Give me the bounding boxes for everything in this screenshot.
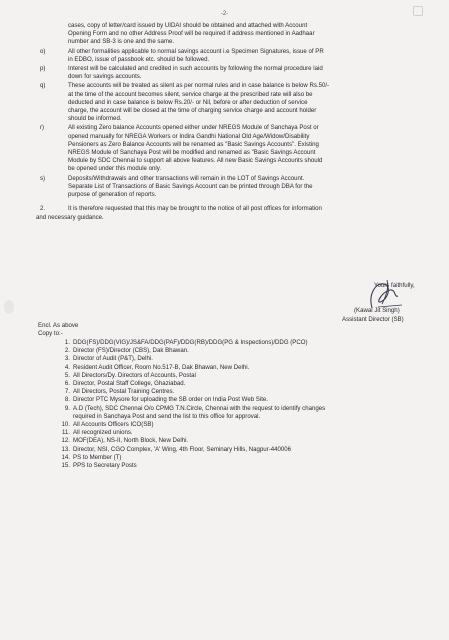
list-item: 9. A.D (Tech), SDC Chennai O/o CPMG T.N.Circle, Chennai with the request to identify changes xyxy=(64,404,326,412)
text-line: be opened under this module only. xyxy=(68,165,162,173)
list-item: 8. Director PTC Mysore for uploading the SB order on India Post Web Site. xyxy=(64,396,268,404)
text-line: in EDBO, issue of passbook etc. should be followed. xyxy=(68,55,210,63)
continuation-text xyxy=(68,22,408,47)
list-item: 12. MOF(DEA), NS-II, North Block, New Delhi. xyxy=(61,437,189,445)
text-line: Interest will be calculated and credited in such accounts by following the normal procedure laid xyxy=(68,65,323,73)
text-line: deducted and in case balance is below Rs.20/- or Nil, before or after deduction of service xyxy=(68,98,308,106)
list-item-q xyxy=(40,82,408,123)
page-corner-mark xyxy=(413,6,423,16)
scan-smudge xyxy=(4,300,14,314)
text-line: It is therefore requested that this may be brought to the notice of all post offices for information xyxy=(68,205,322,213)
enclosure-note: Encl. As above xyxy=(38,322,79,329)
paragraph-number: 2. xyxy=(40,205,46,213)
text-line: charge, the account will be closed at the time of charging service charge and account holder xyxy=(68,107,317,115)
copy-to-label: Copy to:- xyxy=(38,330,63,337)
signature-closing: Yours faithfully, xyxy=(374,282,415,289)
list-item: 14. PS to Member (T) xyxy=(61,453,122,461)
text-line: number and SB-3 is one and the same. xyxy=(68,38,175,46)
list-item: required in Sanchaya Post and send the list to this office for approval. xyxy=(73,412,261,420)
list-item-s xyxy=(40,175,408,200)
item-label: r) xyxy=(40,124,45,132)
list-item-o xyxy=(40,48,408,64)
list-item: 3. Director of Audit (P&T), Delhi. xyxy=(64,355,153,363)
body-text xyxy=(36,22,408,223)
paragraph-2 xyxy=(40,205,408,213)
page-number: -2- xyxy=(220,11,229,17)
text-line: Module by SDC Chennai to support all above features. All new Basic Savings Accounts should xyxy=(68,157,323,165)
list-item: 7. All Directors, Postal Training Centres. xyxy=(64,388,175,396)
signatory-name: (Kawal Jit Singh) xyxy=(354,307,400,314)
copy-to-list xyxy=(58,339,413,470)
text-line: cases, copy of letter/card issued by UIDAI should be obtained and attached with Account xyxy=(68,22,308,29)
list-item: 2. Director (FS)/Director (CBS), Dak Bhawan. xyxy=(64,347,189,355)
signatory-designation: Assistant Director (SB) xyxy=(342,316,404,323)
signature-block xyxy=(312,274,432,334)
item-label: o) xyxy=(40,47,46,55)
text-line: These accounts will be treated as silent as per normal rules and in case balance is below Rs.50/- xyxy=(68,82,330,90)
list-item: 6. Director, Postal Staff College, Ghaziabad. xyxy=(64,380,186,388)
text-line: down for savings accounts. xyxy=(68,73,142,81)
text-line: All other formalities applicable to normal savings account i.e Specimen Signatures, issue of PR xyxy=(68,47,324,55)
text-line: should be informed. xyxy=(68,115,122,123)
item-label: s) xyxy=(40,174,46,182)
list-item-r xyxy=(40,124,408,173)
list-item: 10. All Accounts Officers ICO(SB) xyxy=(61,421,154,429)
item-label: q) xyxy=(40,82,46,90)
continuation-block xyxy=(40,22,408,47)
text-line: opened manually for NREGA Workers or Indira Gandhi National Old Age/Widow/Disability xyxy=(68,132,310,140)
text-line: NREGS Module of Sanchaya Post will be modified and renamed as "Basic Savings Account xyxy=(68,149,316,157)
list-item: 1. DDG(FS)/DDG(VIG)/JS&FA/DDG(PAF)/DDG(RB)/DDG(PG & Inspections)/DDG (PCO) xyxy=(64,339,308,346)
list-item: 15. PPS to Secretary Posts xyxy=(61,462,137,470)
list-item: 11. All recognized unions. xyxy=(61,429,133,437)
text-line: purpose of generation of reports. xyxy=(68,191,157,199)
text-line: Separate List of Transactions of Basic Savings Account can be printed through DBA for the xyxy=(68,182,313,190)
list-item: 4. Resident Audit Officer, Room No.517-B, Dak Bhawan, New Delhi. xyxy=(64,363,250,371)
text-line: Deposits/Withdrawals and other transactions will remain in the LOT of Savings Account. xyxy=(68,174,305,182)
text-line: All existing Zero balance Accounts opened either under NREGS Module of Sanchaya Post or xyxy=(68,124,319,132)
text-line: Pensioners as Zero Balance Accounts will be renamed as "Basic Savings Accounts". Existing xyxy=(68,140,319,148)
text-line: at the time of the account becomes silent, service charge at the prescribed rate will also be xyxy=(68,90,313,98)
text-line: Opening Form and no other Address Proof will be required if address mentioned in Aadhaar xyxy=(68,30,315,38)
text-line: and necessary guidance. xyxy=(36,214,104,222)
list-item-p xyxy=(40,65,408,81)
list-item: 5. All Directors/Dy. Directors of Accounts, Postal xyxy=(64,371,196,379)
list-item: 13. Director, NSI, CGO Complex, 'A' Wing, 4th Floor, Seminary Hills, Nagpur-440006 xyxy=(61,445,292,453)
item-label: p) xyxy=(40,65,46,73)
